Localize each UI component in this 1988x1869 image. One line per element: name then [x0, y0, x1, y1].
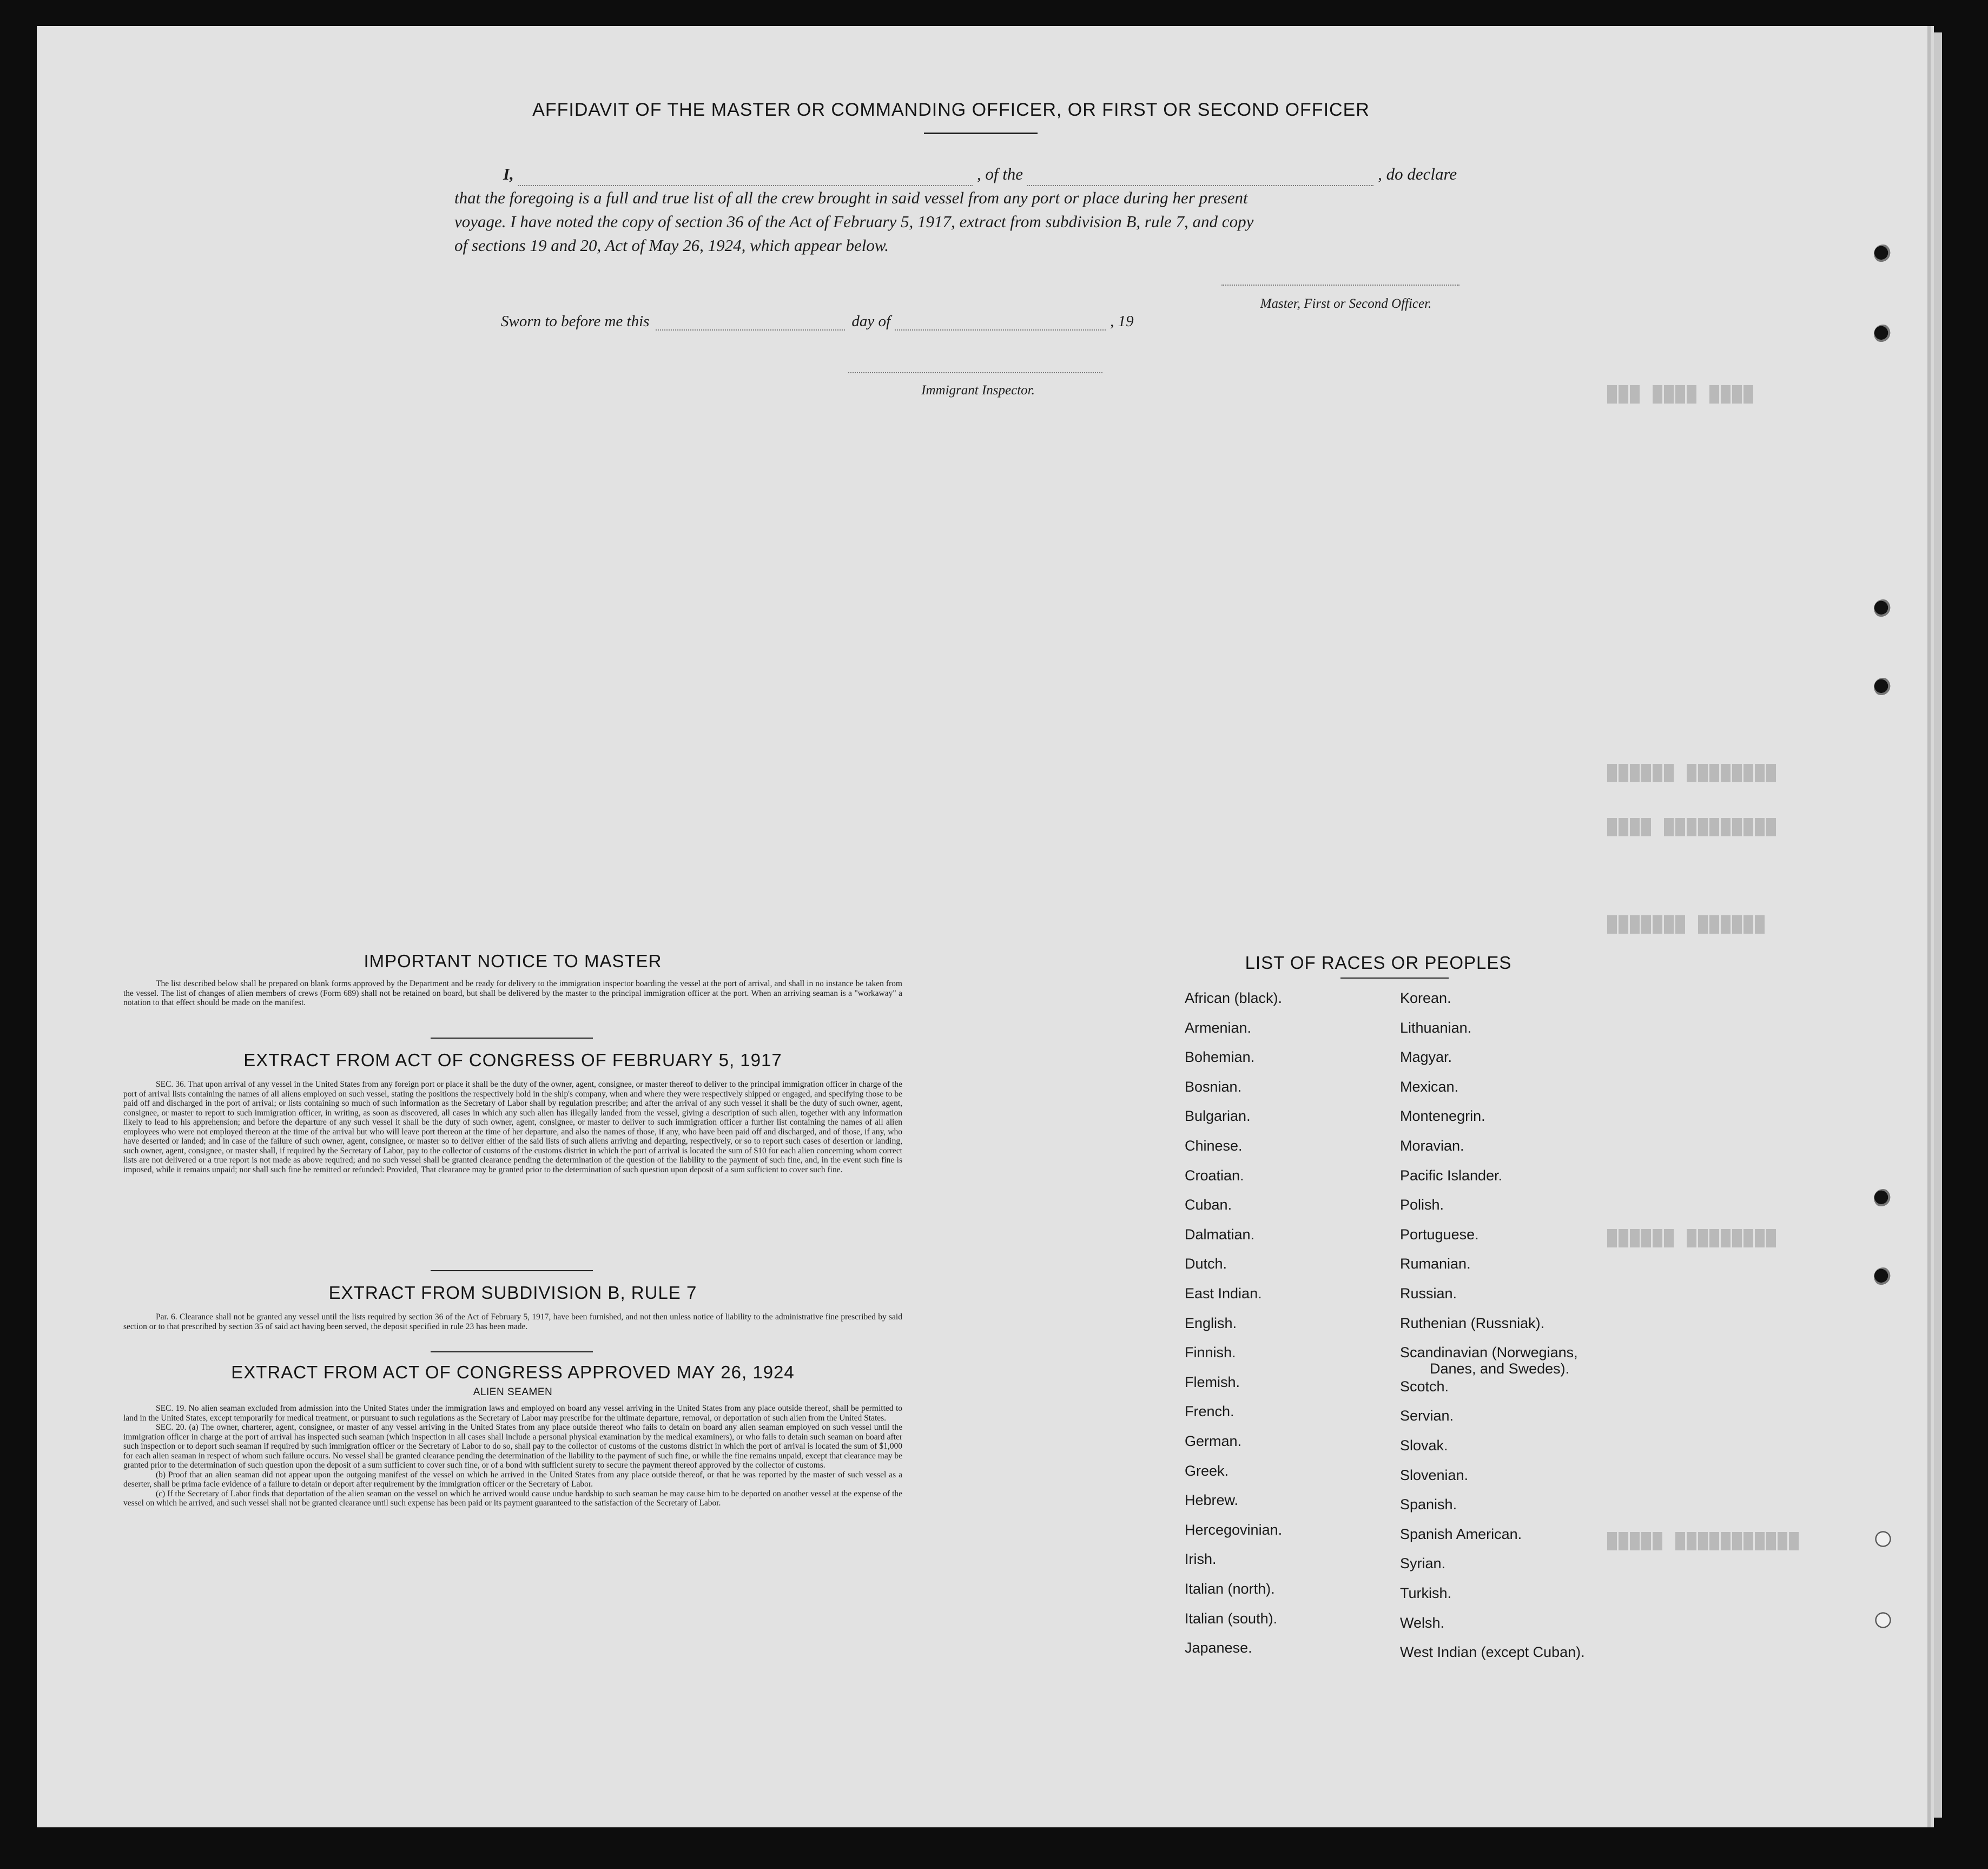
bleed-through-text: ████████ ██████ [1606, 1230, 1776, 1248]
inspector-signature-line[interactable] [848, 372, 1102, 373]
race-item: Cuban. [1185, 1197, 1232, 1213]
race-item: Polish. [1400, 1197, 1444, 1213]
race-item: Spanish American. [1400, 1525, 1522, 1542]
sec-20c-text: (c) If the Secretary of Labor finds that deportation of the alien seaman on the vessel on which he arrived would cause undue hardship to such seaman he may cause him to be deported on another vessel at the expense of the vessel on which he arrived, and such vessel shall not be granted clearance until such expense has been paid or its payment guaranteed to the satisfaction of the Secretary of Labor. [123, 1489, 902, 1508]
race-item: Greek. [1185, 1462, 1229, 1479]
binding-hole [1874, 245, 1892, 263]
bleed-through-text: ████ ████ ███ [1606, 386, 1754, 404]
bleed-through-text: ██████ ███████ [1606, 916, 1765, 934]
extract-1924-title: EXTRACT FROM ACT OF CONGRESS APPROVED MAY 26, 1924 [231, 1362, 795, 1382]
binding-hole [1874, 678, 1892, 696]
binding-hole [1874, 1611, 1892, 1629]
race-item: Hercegovinian. [1185, 1521, 1283, 1538]
declaration-line-1: that the foregoing is a full and true list of all the crew brought in said vessel from any port or place during her present [454, 188, 1248, 207]
race-item: Portuguese. [1400, 1226, 1479, 1243]
race-item: Welsh. [1400, 1614, 1445, 1631]
race-item: Scandinavian (Norwegians, [1400, 1344, 1578, 1361]
race-item: Japanese. [1185, 1640, 1252, 1656]
sworn-month-field[interactable] [895, 329, 1106, 331]
extract-1917-text: SEC. 36. That upon arrival of any vessel in the United States from any foreign port or place it shall be the duty of the owner, agent, consignee, or master thereof to deliver to the principal immigration officer in charge of the port of arrival lists containing the names of all aliens employed on such vessel, stating the positions the respectively hold in the ship's company, when and where they were respectively shipped or engaged, and specifying those to be paid off and discharged in the port of arrival; or lists containing so much of such information as the Secretary of Labor shall by regulation prescribe; and after the arrival of any such vessel it shall be the duty of such owner, agent, consignee, or master to report to such immigration officer, in writing, as soon as discovered, all cases in which any such alien has illegally landed from the vessel, giving a description of such alien, together with any information likely to lead to his apprehension; and before the departure of any such vessel it shall be the duty of such owner, agent, consignee, or master to deliver to such immigration officer a further list containing the names of all alien employees who were not employed thereon at the time of the arrival but who will leave port thereon at the time of her departure, and also the names of those, if any, who have been paid off and discharged, and of those, if any, who have deserted or landed; and in case of the failure of such owner, agent, consignee, or master so to deliver either of the said lists of such aliens arriving and departing, respectively, or so to report such cases of desertion or landing, such owner, agent, consignee, or master shall, if required by the Secretary of Labor, pay to the collector of customs of the customs district in which the port of arrival is located the sum of $10 for each alien concerning whom correct lists are not delivered or a true report is not made as above required; and no such vessel shall be granted clearance pending the determination of the question of the liability to the payment of such fine, and, in the event such fine is imposed, while it remains unpaid; nor shall such fine be remitted or refunded: Provided, That clearance may be granted prior to the determination of such question upon deposit of a sum sufficient to cover such fine. [123, 1080, 902, 1174]
decl-i: I, [503, 164, 514, 183]
race-item: Servian. [1400, 1408, 1454, 1424]
race-item: Bohemian. [1185, 1049, 1255, 1066]
race-item: Ruthenian (Russniak). [1400, 1315, 1545, 1331]
race-item: Rumanian. [1400, 1256, 1471, 1272]
race-item: Croatian. [1185, 1167, 1244, 1184]
race-item: French. [1185, 1403, 1234, 1420]
race-item: East Indian. [1185, 1285, 1262, 1302]
section-divider [431, 1351, 593, 1352]
decl-declare: , do declare [1378, 164, 1457, 183]
race-item: Spanish. [1400, 1496, 1457, 1513]
day-of-label: day of [851, 313, 891, 330]
master-signature-label: Master, First or Second Officer. [1260, 296, 1432, 311]
race-item: Irish. [1185, 1551, 1217, 1568]
inspector-label: Immigrant Inspector. [921, 383, 1035, 398]
race-item: Hebrew. [1185, 1492, 1239, 1509]
race-item: Dutch. [1185, 1256, 1227, 1272]
rule7-text: Par. 6. Clearance shall not be granted any vessel until the lists required by section 36 of the Act of February 5, 1917, have been furnished, and not then unless notice of liability to the administrative fine prescribed by said section or to that prescribed by section 35 of said act having been served, the deposit specified in rule 23 has been made. [123, 1312, 902, 1331]
race-item: Montenegrin. [1400, 1108, 1485, 1125]
binding-hole [1874, 325, 1892, 343]
race-item: Mexican. [1400, 1078, 1459, 1095]
race-item: Slovenian. [1400, 1467, 1469, 1483]
race-item: Korean. [1400, 990, 1451, 1006]
binding-hole [1874, 1189, 1892, 1207]
race-item: Flemish. [1185, 1373, 1240, 1390]
race-item: African (black). [1185, 990, 1283, 1006]
year-label: , 19 [1110, 313, 1134, 330]
sec-20b-text: (b) Proof that an alien seaman did not appear upon the outgoing manifest of the vessel on which he arrived in the United States from any place outside thereof, or that he was reported by the master of such vessel as a deserter, shall be prima facie evidence of a failure to detain or deport after requirement by the immigration officer or the Secretary of Labor. [123, 1470, 902, 1489]
title-divider [924, 133, 1038, 134]
extract-1924-subtitle: ALIEN SEAMEN [473, 1386, 553, 1398]
affidavit-title: AFFIDAVIT OF THE MASTER OR COMMANDING OFFICER, OR FIRST OR SECOND OFFICER [532, 100, 1370, 120]
races-title: LIST OF RACES OR PEOPLES [1245, 953, 1512, 973]
race-item: Moravian. [1400, 1138, 1464, 1154]
sworn-label: Sworn to before me this [501, 313, 650, 330]
rule7-title: EXTRACT FROM SUBDIVISION B, RULE 7 [328, 1283, 697, 1303]
notice-title: IMPORTANT NOTICE TO MASTER [364, 951, 662, 971]
sec-20a-text: SEC. 20. (a) The owner, charterer, agent, consignee, or master of any vessel arriving in the United States from any place outside thereof who fails to detain on board any alien seaman employed on such vessel until the immigration officer in charge at the port of arrival has inspected such seaman (which inspection in all cases shall include a personal physical examination by the medical examiners), or who fails to detain such seaman on board after such inspection or to deport such seaman if required by such immigration officer or the Secretary of Labor to do so, shall pay to the collector of customs of the customs district in which the port of arrival is located the sum of $1,000 for each alien seaman in respect of whom such failure occurs. No vessel shall be granted clearance pending the determination of the liability to the payment of such fine, or while the fine remains unpaid, except that clearance may be granted prior to the determination of such question upon the deposit of a sum sufficient to cover such fine, or of a bond with sufficient surety to secure the payment thereof approved by the collector of customs. [123, 1423, 902, 1470]
master-signature-line[interactable] [1221, 285, 1459, 286]
bleed-through-text: ███████████ █████ [1606, 1533, 1799, 1551]
race-item: Italian (south). [1185, 1610, 1278, 1627]
bleed-through-text: ████████ ██████ [1606, 764, 1776, 783]
race-item: Armenian. [1185, 1019, 1252, 1036]
race-item: Pacific Islander. [1400, 1167, 1503, 1184]
section-divider [431, 1270, 593, 1271]
race-item: Bulgarian. [1185, 1108, 1251, 1125]
manifest-page [37, 26, 1927, 1827]
race-item: Syrian. [1400, 1555, 1446, 1572]
race-item: Magyar. [1400, 1049, 1452, 1066]
race-item: German. [1185, 1433, 1242, 1449]
notice-text: The list described below shall be prepared on blank forms approved by the Department and be ready for delivery to the immigration inspector boarding the vessel at the port of arrival, and shall in no instance be taken from the vessel. The list of changes of alien members of crews (Form 689) shall not be retained on board, but shall be delivered by the master to the principal immigration officer at the port. When an arriving seaman is a "workaway" a notation to that effect should be made on the manifest. [123, 979, 902, 1007]
race-item: Danes, and Swedes). [1430, 1361, 1570, 1377]
declaration-line-2: voyage. I have noted the copy of section 36 of the Act of February 5, 1917, extract from subdivision B, rule 7, and copy [454, 212, 1254, 231]
race-item: Turkish. [1400, 1585, 1452, 1601]
binding-hole [1874, 1267, 1892, 1286]
races-divider [1340, 978, 1449, 979]
decl-of: , of the [976, 164, 1023, 183]
declaration [454, 162, 1547, 257]
race-item: Finnish. [1185, 1344, 1236, 1361]
extract-1924-body [123, 1404, 902, 1508]
race-item: Slovak. [1400, 1437, 1448, 1454]
race-item: Italian (north). [1185, 1581, 1275, 1597]
sworn-day-field[interactable] [656, 329, 845, 331]
sworn-line [501, 313, 1258, 331]
race-item: Russian. [1400, 1285, 1457, 1302]
race-item: Bosnian. [1185, 1078, 1242, 1095]
race-item: Chinese. [1185, 1138, 1243, 1154]
binding-hole [1874, 599, 1892, 618]
race-item: Lithuanian. [1400, 1019, 1472, 1036]
race-item: English. [1185, 1315, 1237, 1331]
declaration-line-3: of sections 19 and 20, Act of May 26, 1924, which appear below. [454, 236, 889, 255]
extract-1917-title: EXTRACT FROM ACT OF CONGRESS OF FEBRUARY 5, 1917 [243, 1050, 782, 1070]
section-divider [431, 1038, 593, 1039]
sec-19-text: SEC. 19. No alien seaman excluded from admission into the United States under the immigration laws and employed on board any vessel arriving in the United States from any place outside thereof, shall be permitted to land in the United States, except temporarily for medical treatment, or pursuant to such regulations as the Secretary of Labor may prescribe for the ultimate departure, removal, or deportation of such alien from the United States. [123, 1404, 902, 1423]
binding-hole [1874, 1530, 1892, 1548]
race-item: West Indian (except Cuban). [1400, 1644, 1585, 1661]
race-item: Scotch. [1400, 1378, 1449, 1395]
race-item: Dalmatian. [1185, 1226, 1255, 1243]
bleed-through-text: ██████████ ████ [1606, 818, 1776, 837]
